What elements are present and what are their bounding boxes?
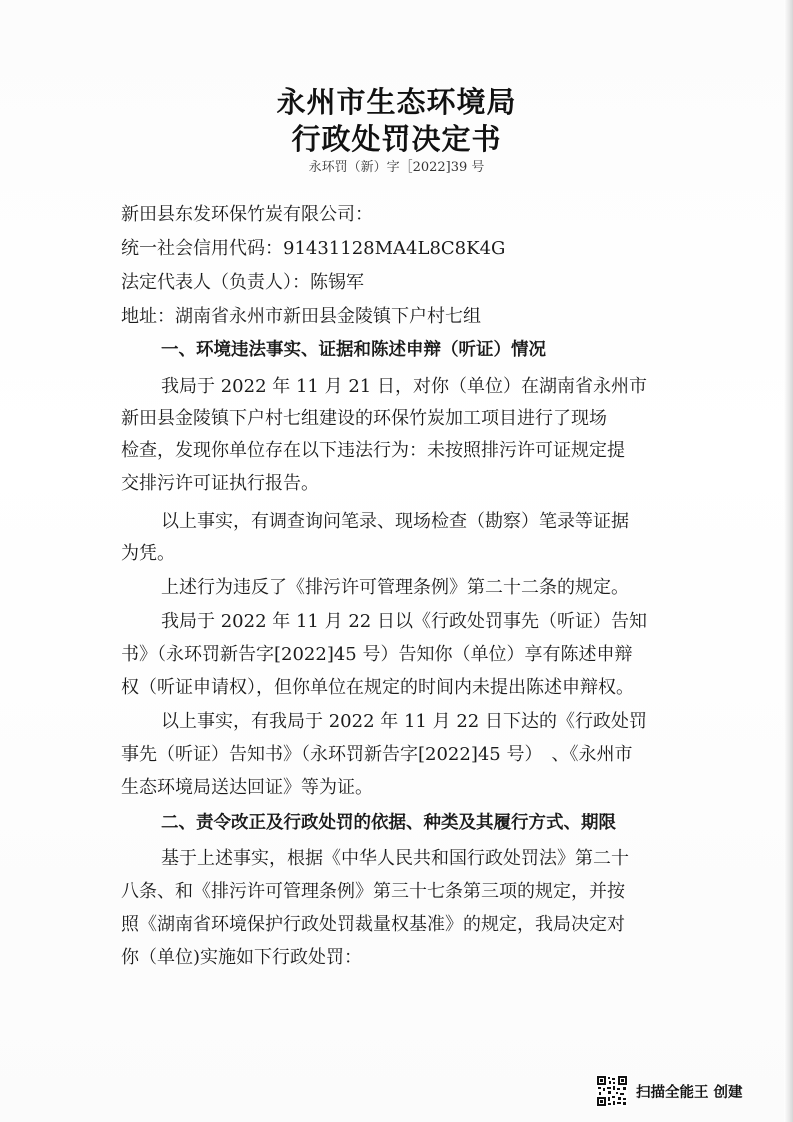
paragraph-line: 为凭。 (121, 543, 175, 564)
paragraph-line: 基于上述事实，根据《中华人民共和国行政处罚法》第二十 (161, 848, 629, 869)
document-number: 永环罚（新）字［2022]39 号 (308, 160, 485, 175)
paragraph-line: 照《湖南省环境保护行政处罚裁量权基准》的规定，我局决定对 (121, 914, 625, 935)
paragraph-line: 八条、和《排污许可管理条例》第三十七条第三项的规定，并按 (121, 881, 625, 902)
paragraph-line: 权（听证申请权），但你单位在规定的时间内未提出陈述申辩权。 (121, 677, 634, 698)
document-title-type: 行政处罚决定书 (291, 122, 502, 156)
document-title-issuer: 永州市生态环境局 (276, 85, 517, 119)
paragraph-line: 你（单位)实施如下行政处罚： (121, 947, 363, 968)
paragraph-line: 上述行为违反了《排污许可管理条例》第二十二条的规定。 (161, 577, 629, 598)
scanner-watermark-text: 扫描全能王 创建 (636, 1084, 743, 1101)
paragraph-line: 交排污许可证执行报告。 (121, 473, 319, 494)
paragraph-line: 生态环境局送达回证》等为证。 (121, 777, 373, 798)
paragraph-line: 以上事实，有调查询问笔录、现场检查（勘察）笔录等证据 (161, 511, 629, 532)
qr-code-icon (596, 1075, 628, 1107)
paragraph-line: 我局于 2022 年 11 月 22 日以《行政处罚事先（听证）告知 (161, 611, 647, 632)
party-credit-code: 统一社会信用代码：91431128MA4L8C8K4G (121, 238, 506, 259)
paragraph-line: 以上事实，有我局于 2022 年 11 月 22 日下达的《行政处罚 (161, 711, 647, 732)
party-address: 地址：湖南省永州市新田县金陵镇下户村七组 (121, 306, 481, 327)
paragraph-line: 检查，发现你单位存在以下违法行为：未按照排污许可证规定提 (121, 440, 625, 461)
paragraph-line: 新田县金陵镇下户村七组建设的环保竹炭加工项目进行了现场 (121, 408, 607, 429)
party-representative: 法定代表人（负责人）：陈锡军 (121, 272, 364, 293)
paragraph-line: 书》（永环罚新告字[2022]45 号）告知你（单位）享有陈述申辩 (121, 644, 633, 665)
paragraph-line: 事先（听证）告知书》（永环罚新告字[2022]45 号） 、《永州市 (121, 744, 633, 765)
paragraph-line: 我局于 2022 年 11 月 21 日，对你（单位）在湖南省永州市 (161, 376, 647, 397)
scanner-watermark (596, 1073, 743, 1109)
section2-heading: 二、责令改正及行政处罚的依据、种类及其履行方式、期限 (161, 813, 616, 833)
section1-heading: 一、环境违法事实、证据和陈述申辩（听证）情况 (161, 340, 546, 360)
party-name: 新田县东发环保竹炭有限公司： (121, 204, 373, 225)
